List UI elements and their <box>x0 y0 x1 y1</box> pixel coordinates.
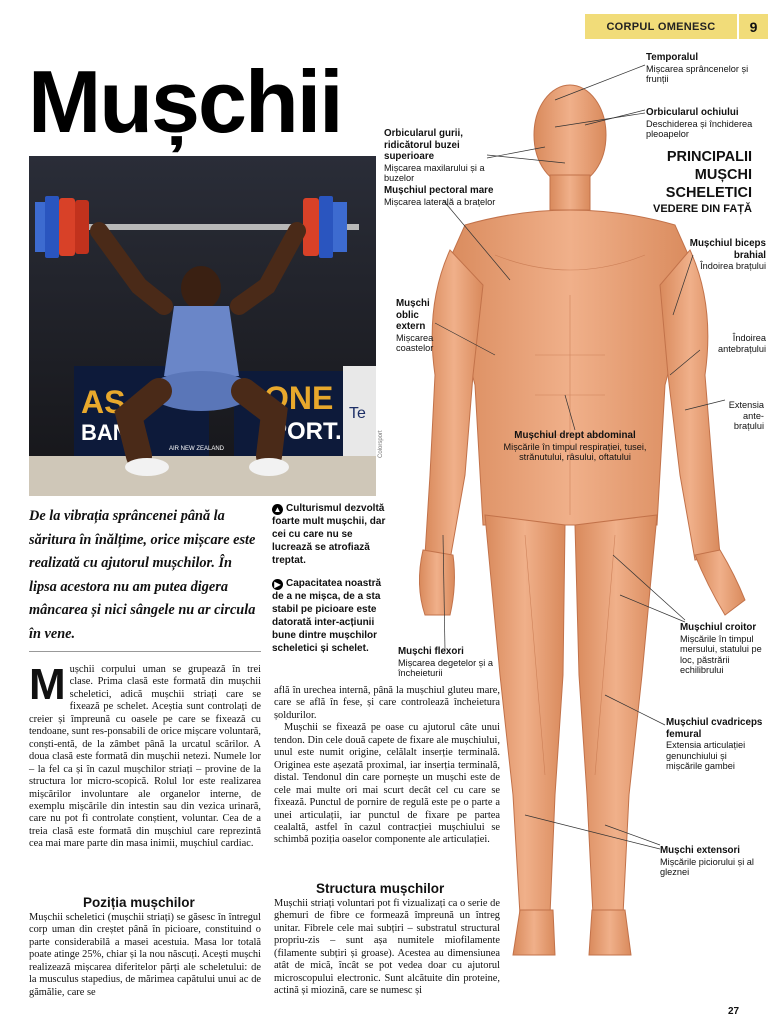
label-drept-abdominal <box>500 430 650 463</box>
label-temporal <box>646 52 754 85</box>
label-flexori-name: Mușchi flexori <box>398 646 464 657</box>
subhead-structura: Structura mușchilor <box>316 881 445 896</box>
label-orbicular-gura-name: Orbicularul gurii, ridicătorul buzei superioare <box>384 128 463 162</box>
dropcap: M <box>29 660 66 709</box>
up-arrow-icon: ▲ <box>273 505 282 514</box>
label-croitor-desc: Mișcările în timpul mersului, statului pe loc, păstrării echilibrului <box>680 633 762 675</box>
label-pectoral-desc: Mișcarea laterală a brațelor <box>384 196 496 207</box>
intro-text: De la vibrația sprâncenei până la săritura în înălțime, orice mișcare este realizată cu ajutorul mușchilor. În lipsa acestora nu am putea digera mâncarea și nici sângele nu ar circula în vene. <box>29 508 256 642</box>
label-orbicular-gura <box>384 128 499 184</box>
label-flexori <box>398 646 498 679</box>
right-arrow-icon: ▶ <box>272 579 283 590</box>
diagram-title: PRINCIPALII MUȘCHI SCHELETICI <box>665 149 752 201</box>
label-croitor <box>680 622 768 676</box>
callout-capacitate <box>272 577 390 655</box>
footer-page-number: 27 <box>728 1006 740 1017</box>
label-biceps <box>688 238 766 272</box>
callout-text-2: Capacitatea noastră de a ne mișca, de a sta stabil pe picioare este datorată inter-acțiunii bune dintre mușchilor scheletici și schelet. <box>272 578 382 654</box>
label-extensia: Extensia ante-brațului <box>728 400 764 431</box>
banner-text-right-top: ONE <box>264 380 334 416</box>
label-orbicular-ochi-desc: Deschiderea și închiderea pleoapelor <box>646 118 753 139</box>
banner-text-small: AIR NEW ZEALAND <box>169 446 225 452</box>
label-cvadriceps <box>666 717 764 772</box>
label-croitor-name: Mușchiul croitor <box>680 622 757 633</box>
label-extensori <box>660 845 764 878</box>
weightlifter-photo <box>29 156 376 496</box>
col2-paragraph-3: Mușchii striați voluntari pot fi vizualizați ca o serie de ghemuri de fibre ce formează împreună un întreg unitar. Fibrele cele mai subțiri – substratul structural propriu-zis – sunt așa numitele miofilamente (filamente subțiri și groase). Acestea au dimensiunea atât de mică, încât se pot vedea doar cu ajutorul microscopului electronic. Sunt alcătuite din proteine, actină și miozină, care se numesc și <box>274 898 500 997</box>
body-column-1b <box>29 912 261 999</box>
photo-credit: Colorsport <box>378 430 384 458</box>
label-extensori-name: Mușchi extensori <box>660 845 741 856</box>
banner-text-right-bottom: PORT. <box>271 418 342 445</box>
label-pectoral-name: Mușchiul pectoral mare <box>384 185 494 196</box>
col2-paragraph-1: află în urechea internă, până la mușchiul gluteu mare, care se află în fese, și care controlează încheietura șoldurilor. <box>274 685 500 721</box>
label-cvadriceps-name: Mușchiul cvadriceps femural <box>666 717 763 740</box>
subhead-pozitia: Poziția mușchilor <box>83 895 195 910</box>
label-flexori-desc: Mișcarea degetelor și a încheieturii <box>398 657 493 678</box>
page-title: Mușchii <box>28 52 342 151</box>
banner-text-left-top: AS <box>81 384 126 420</box>
diagram-subtitle: VEDERE DIN FAȚĂ <box>652 203 752 215</box>
label-drept-abdominal-name: Mușchiul drept abdominal <box>514 430 636 441</box>
body-column-1 <box>29 660 261 851</box>
col1-paragraph-1: ușchii corpului uman se grupează în trei clase. Prima clasă este formată din mușchii scheletici, adică mușchii striați care se fixează pe schelet. Aceștia sunt controlați de creier și împreună cu oasele pe care se fixează cu tendoane, sunt res-ponsabili de orice mișcare voluntară, conști-entă, de la zâmbet până la urcatul scărilor. A doua clasă este formată din mușchii netezi. Numele lor – la fel ca și în cazul mușchilor striați – provine de la structura lor micro-scopică. Rolul lor este realizarea mișcărilor involuntare ale organelor interne, de exemplu mișcările din intestin sau din vezica urinară, care nu pot fi controlate conștient, voluntar. Cea de a treia clasă este formată din mușchiul care reprezintă cea mai mare parte din masa inimii, mușchiul cardiac. <box>29 664 261 850</box>
label-antebrat: Îndoirea antebrațului <box>717 333 766 354</box>
label-oblic-desc: Mișcarea coastelor <box>396 332 434 353</box>
label-temporal-desc: Mișcarea sprâncenelor și frunții <box>646 63 749 84</box>
header-page-number: 9 <box>739 14 768 39</box>
intro-divider <box>29 651 261 652</box>
weightlifter-illustration <box>29 156 376 496</box>
label-biceps-name: Mușchiul biceps brahial <box>689 238 766 261</box>
label-temporal-name: Temporalul <box>646 52 699 63</box>
col1-paragraph-2: Mușchii scheletici (mușchii striați) se găsesc în întregul corp uman din creștet până în picioare, constituind o parte considerabilă a masei acestuia. Masa lor totală poate atinge 25%, chiar și la nou născuți. Acești mușchi realizează mișcarea diferitelor părți ale scheletului: de la musculus stapedius, de mărimea capătului unui ac de gămălie, care se <box>29 912 261 998</box>
label-drept-abdominal-desc: Mișcările în timpul respirației, tusei, strănutului, râsului, oftatului <box>503 441 647 462</box>
label-pectoral <box>384 185 524 207</box>
banner-text-far-right: Te <box>349 405 366 422</box>
col2-paragraph-2: Mușchii se fixează pe oase cu ajutorul câte unui tendon. Din cele două capete de fixare ale mușchiului, unul este numit origine, celălalt inserție terminală. Originea este așezată proximal, iar inserția terminală, distal. Tendonul din care pornește un mușchi este de cele mai multe ori mai scurt decât cel cu care se fixează. Punctul de pornire de regulă este pe o parte a unei articulații, iar punctul de fixare pe partea cealaltă, astfel în cazul contracției mușchiului se schimbă poziția oaselor componente ale articulației. <box>274 722 500 846</box>
label-orbicular-ochi-name: Orbicularul ochiului <box>646 107 739 118</box>
label-oblic <box>396 298 446 354</box>
label-cvadriceps-desc: Extensia articulației genunchiului și mișcările gambei <box>666 740 746 771</box>
label-orbicular-ochi <box>646 107 762 140</box>
label-extensori-desc: Mișcările piciorului și al gleznei <box>660 856 754 877</box>
label-orbicular-gura-desc: Mișcarea maxilarului și a buzelor <box>384 162 485 183</box>
label-oblic-name: Mușchi oblic extern <box>396 298 430 332</box>
section-tag: CORPUL OMENESC <box>585 14 737 39</box>
banner-text-left-bottom: BAN <box>81 420 129 445</box>
callout-culturism <box>272 502 390 567</box>
label-biceps-desc: Îndoirea brațului <box>700 261 766 271</box>
callout-text-1: Culturismul dezvoltă foarte mult mușchii, dar cei cu care nu se lucrează se atrofiază treptat. <box>272 503 386 566</box>
